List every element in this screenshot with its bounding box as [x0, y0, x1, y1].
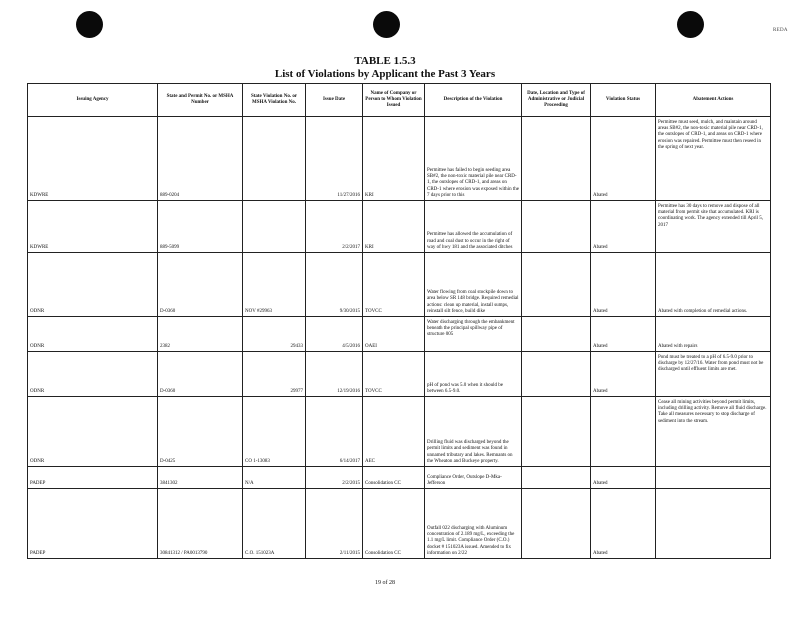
header-abatement-actions: Abatement Actions: [656, 84, 771, 117]
cell-date: 2/2/2017: [306, 201, 363, 253]
cell-status: [591, 397, 656, 467]
cell-permit: 889-5099: [158, 201, 243, 253]
cell-actions: Abated with repairs: [656, 317, 771, 352]
cell-description: pH of pond was 5.0 when it should be between 6.5-9.0.: [425, 352, 522, 397]
table-subtitle: List of Violations by Applicant the Past 3 Years: [274, 68, 496, 80]
cell-actions: Permittee must seed, mulch, and maintain around areas SB#2, the non-toxic material pile near CRD-1, the outslopes of CRD-1, and areas on CRD-1 where erosion was repaired. Permittee must then reseed in the spring of next year.: [656, 117, 771, 201]
cell-proceeding: [522, 397, 591, 467]
cell-agency: ODNR: [28, 317, 158, 352]
cell-actions: [656, 467, 771, 489]
cell-actions: Permittee has 30 days to remove and dispose of all material from permit site that accumulated. KRI is coordinating work. The agency extended till April 5, 2017: [656, 201, 771, 253]
cell-permit: D-0425: [158, 397, 243, 467]
cell-status: Abated: [591, 467, 656, 489]
cell-agency: PADEP: [28, 489, 158, 559]
cell-status: Abated: [591, 317, 656, 352]
cell-violation: [243, 117, 306, 201]
cell-permit: 2382: [158, 317, 243, 352]
header-description: Description of the Violation: [425, 84, 522, 117]
header-issuing-agency: Issuing Agency: [28, 84, 158, 117]
cell-company: AEC: [363, 397, 425, 467]
punch-hole-right: [677, 11, 704, 38]
table-row: [28, 317, 771, 352]
cell-permit: D-0360: [158, 253, 243, 317]
cell-status: Abated: [591, 117, 656, 201]
cell-status: Abated: [591, 352, 656, 397]
cell-status: Abated: [591, 489, 656, 559]
cell-permit: 3841302: [158, 467, 243, 489]
cell-status: Abated: [591, 201, 656, 253]
cell-agency: ODNR: [28, 397, 158, 467]
cell-violation: [243, 201, 306, 253]
cell-actions: Abated with completion of remedial actions.: [656, 253, 771, 317]
cell-company: KRI: [363, 201, 425, 253]
cell-proceeding: [522, 467, 591, 489]
cell-actions: [656, 489, 771, 559]
cell-date: 2/2/2015: [306, 467, 363, 489]
cell-agency: ODNR: [28, 352, 158, 397]
table-row: [28, 201, 771, 253]
cell-violation: N/A: [243, 467, 306, 489]
cell-date: 6/14/2017: [306, 397, 363, 467]
cell-agency: ODNR: [28, 253, 158, 317]
cell-description: Permittee has failed to begin seeding area SB#2, the non-toxic material pile near CRD-1, the outslopes of CRD-1, and areas on CRD-1 where erosion was exposed within the 7 days prior to this: [425, 117, 522, 201]
cell-company: TOVCC: [363, 253, 425, 317]
cell-proceeding: [522, 352, 591, 397]
cell-violation: CO 1-13083: [243, 397, 306, 467]
cell-date: 9/30/2015: [306, 253, 363, 317]
header-row: [28, 84, 771, 117]
cell-company: OAEI: [363, 317, 425, 352]
cell-description: Water flowing from coal stockpile down to area below SR 148 bridge. Required remedial actions: clean up material, install sumps, reinstall silt fence, build dike: [425, 253, 522, 317]
table-row: [28, 467, 771, 489]
cell-description: Water discharging through the embankment beneath the principal spillway pipe of structure 005: [425, 317, 522, 352]
cell-permit: 889-0204: [158, 117, 243, 201]
cell-description: Compliance Order, Outslope D-Mka-Jefferson: [425, 467, 522, 489]
cell-actions: Pond must be treated to a pH of 6.5-9.0 prior to discharge by 12/27/16. Water from pond must not be discharged until effluent limits are met.: [656, 352, 771, 397]
cell-agency: PADEP: [28, 467, 158, 489]
cell-date: 11/27/2016: [306, 117, 363, 201]
table-row: [28, 253, 771, 317]
page-number: 19 of 28: [375, 580, 395, 586]
cell-description: Drilling fluid was discharged beyond the permit limits and sediment was found in unnamed tributary and lakes. Remnants on the Wheaton and Buckeye property.: [425, 397, 522, 467]
table-row: [28, 397, 771, 467]
cell-actions: Cease all mining activities beyond permit limits, including drilling activity. Remove all fluid discharge. Take all measures necessary to stop discharge of sediment into the stream.: [656, 397, 771, 467]
cell-permit: 30841312 / PA0013790: [158, 489, 243, 559]
cell-date: 2/11/2015: [306, 489, 363, 559]
cell-date: 12/19/2016: [306, 352, 363, 397]
cell-violation: 29433: [243, 317, 306, 352]
table-row: [28, 352, 771, 397]
cell-proceeding: [522, 253, 591, 317]
cell-agency: KDWRE: [28, 201, 158, 253]
cell-description: Permittee has allowed the accumulation of road and coal dust to occur in the right of way of hwy 181 and the associated ditches: [425, 201, 522, 253]
cell-proceeding: [522, 489, 591, 559]
cell-proceeding: [522, 201, 591, 253]
cell-company: KRI: [363, 117, 425, 201]
cell-date: 4/5/2016: [306, 317, 363, 352]
cell-company: TOVCC: [363, 352, 425, 397]
header-issue-date: Issue Date: [306, 84, 363, 117]
cell-violation: NOV #29963: [243, 253, 306, 317]
table-row: [28, 489, 771, 559]
cell-description: Outfall 022 discharging with Aluminum concentration of 2.189 mg/L, exceeding the 1.1 mg/L limit. Compliance Order (C.O.) docket # 151023A issued. Amended to fix information on 2/22: [425, 489, 522, 559]
cell-company: Consolidation CC: [363, 489, 425, 559]
table-row: [28, 117, 771, 201]
cell-proceeding: [522, 117, 591, 201]
header-violation-no: State Violation No. or MSHA Violation No.: [243, 84, 306, 117]
cell-status: Abated: [591, 253, 656, 317]
cell-company: Consolidation CC: [363, 467, 425, 489]
header-status: Violation Status: [591, 84, 656, 117]
table-title: TABLE 1.5.3: [354, 55, 416, 67]
page-stamp: REDA: [773, 28, 788, 33]
cell-permit: D-0360: [158, 352, 243, 397]
cell-proceeding: [522, 317, 591, 352]
header-company: Name of Company or Person to Whom Violation Issued: [363, 84, 425, 117]
header-proceeding: Date, Location and Type of Administrative or Judicial Proceeding: [522, 84, 591, 117]
cell-violation: 29977: [243, 352, 306, 397]
punch-hole-left: [76, 11, 103, 38]
header-permit-no: State and Permit No. or MSHA Number: [158, 84, 243, 117]
cell-violation: C.O. 151023A: [243, 489, 306, 559]
cell-agency: KDWRE: [28, 117, 158, 201]
punch-hole-center: [373, 11, 400, 38]
violations-table: [27, 83, 771, 559]
